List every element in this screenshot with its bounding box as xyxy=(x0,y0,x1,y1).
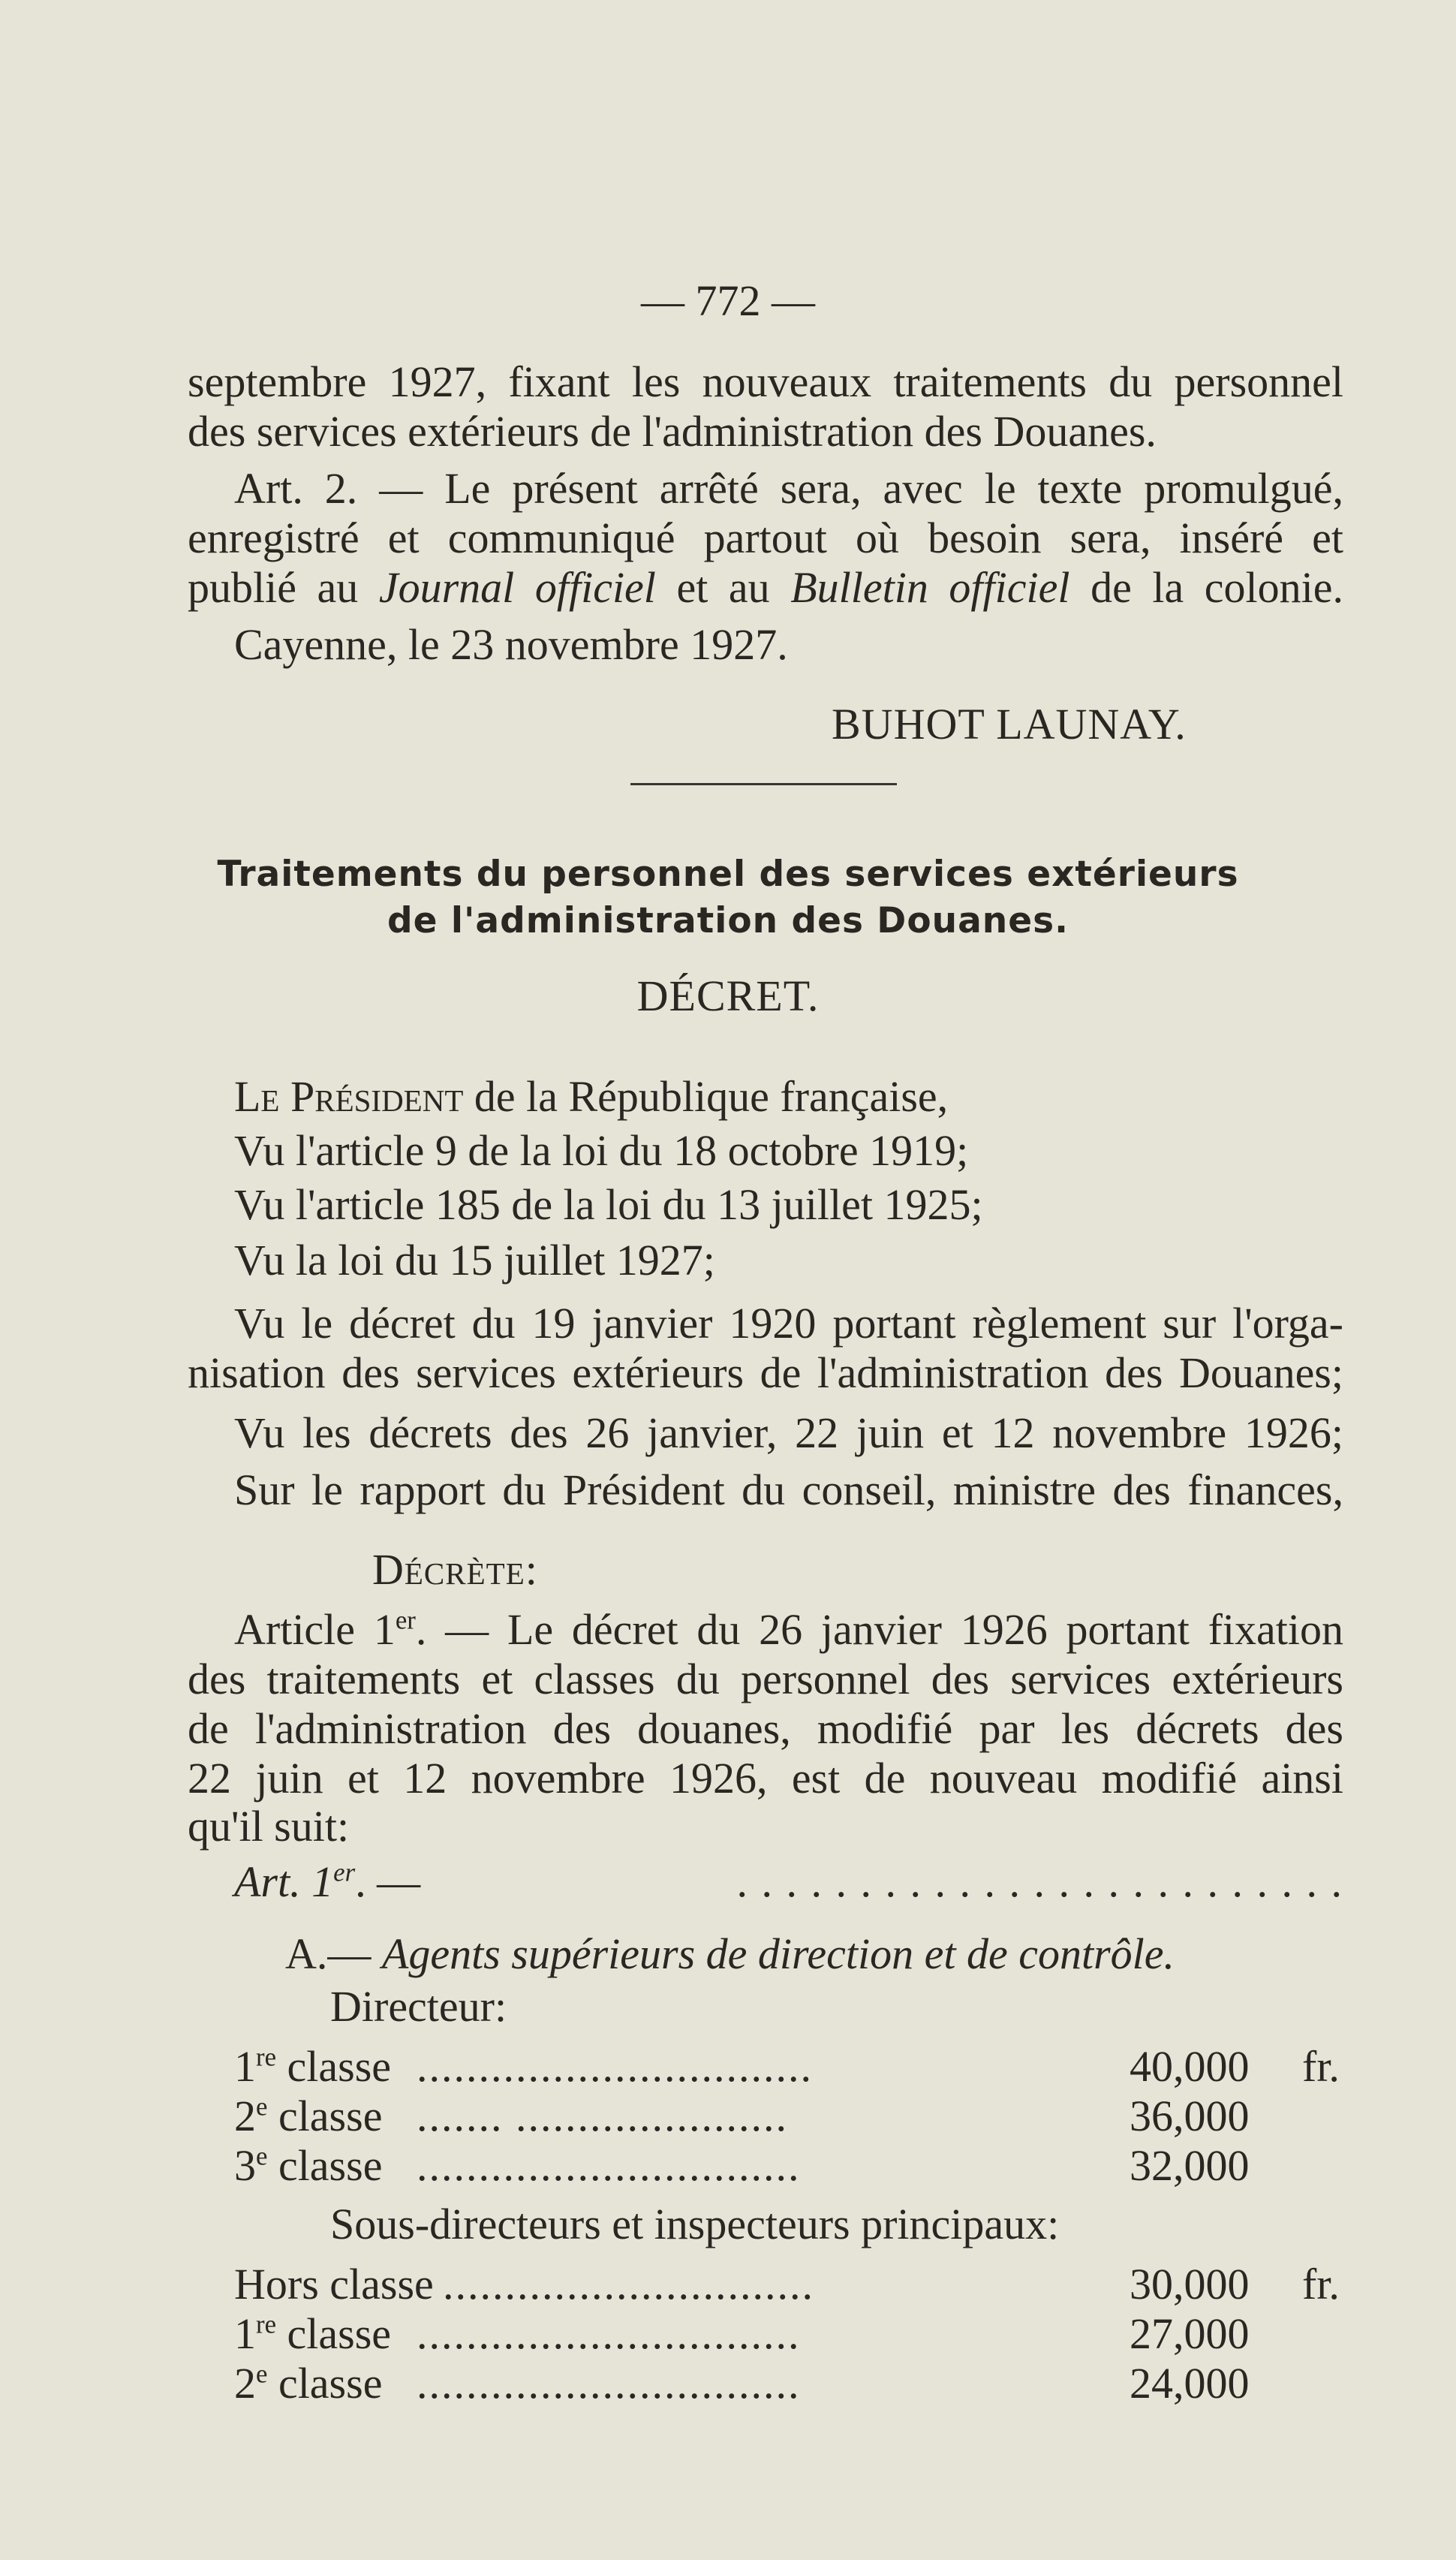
president-line: Le Président de la République française, xyxy=(234,1072,949,1121)
article-1-line: qu'il suit: xyxy=(188,1802,350,1851)
bulletin-officiel-text: Bulletin officiel xyxy=(790,563,1070,612)
visa-line: Vu le décret du 19 janvier 1920 portant règlement sur l'orga- xyxy=(234,1299,1343,1348)
journal-officiel-text: Journal officiel xyxy=(378,563,656,612)
page-number: — 772 — xyxy=(641,276,815,325)
visa-line: Vu l'article 185 de la loi du 13 juillet 1925; xyxy=(234,1180,983,1229)
leader-dots: ............................... xyxy=(417,2141,801,2190)
schedule-row: 2e classe xyxy=(234,2359,383,2408)
visa-line: Vu les décrets des 26 janvier, 22 juin et 12 novembre 1926; xyxy=(234,1408,1343,1457)
sous-directeurs-label: Sous-directeurs et inspecteurs principaux: xyxy=(330,2200,1060,2248)
visa-line: Vu la loi du 15 juillet 1927; xyxy=(234,1236,715,1285)
article-2-line: enregistré et communiqué partout où besoin sera, inséré et xyxy=(188,514,1343,562)
section-title: Traitements du personnel des services extérieurs xyxy=(217,854,1239,895)
amount: 24,000 xyxy=(1130,2359,1250,2408)
leader-dots: ................................ xyxy=(417,2042,813,2091)
schedule-row: 1re classe xyxy=(234,2042,392,2091)
decret-heading: DÉCRET. xyxy=(636,971,820,1020)
leader-dots: ............................... xyxy=(417,2359,801,2408)
article-1-line: 22 juin et 12 novembre 1926, est de nouveau modifié ainsi xyxy=(188,1754,1343,1803)
rapport-line: Sur le rapport du Président du conseil, ministre des finances, xyxy=(234,1465,1343,1514)
directeur-label: Directeur: xyxy=(330,1982,507,2031)
amount-unit: fr. xyxy=(1302,2042,1340,2091)
amount: 40,000 xyxy=(1130,2042,1250,2091)
leader-dots: ....... ...................... xyxy=(417,2092,788,2140)
amount: 32,000 xyxy=(1130,2141,1250,2190)
article-2-line: Art. 2. — Le présent arrêté sera, avec le texte promulgué, xyxy=(234,464,1343,513)
group-title: A.— Agents supérieurs de direction et de contrôle. xyxy=(285,1929,1175,1978)
schedule-row: Hors classe xyxy=(234,2260,434,2309)
amount: 30,000 xyxy=(1130,2260,1250,2309)
date-line: Cayenne, le 23 novembre 1927. xyxy=(234,620,788,669)
amount: 27,000 xyxy=(1130,2309,1250,2358)
leader-dots: .............................. xyxy=(443,2260,814,2309)
leader-dots: ............................... xyxy=(417,2309,801,2358)
schedule-row: 1re classe xyxy=(234,2309,392,2358)
amount: 36,000 xyxy=(1130,2092,1250,2140)
schedule-row: 2e classe xyxy=(234,2092,383,2140)
intro-line: septembre 1927, fixant les nouveaux traitements du personnel xyxy=(188,357,1343,406)
art-1-leader-dots: . . . . . . . . . . . . . . . . . . . . . . . . . xyxy=(736,1857,1343,1906)
signature: BUHOT LAUNAY. xyxy=(832,700,1187,748)
article-1-line: de l'administration des douanes, modifié par les décrets des xyxy=(188,1704,1343,1753)
article-2-line: publié au Journal officiel et au Bulletin officiel de la colonie. xyxy=(188,563,1344,612)
separator-rule xyxy=(630,783,897,785)
intro-line: des services extérieurs de l'administration des Douanes. xyxy=(188,407,1157,456)
schedule-row: 3e classe xyxy=(234,2141,383,2190)
art-1-heading: Art. 1er. — xyxy=(234,1857,421,1906)
visa-line: nisation des services extérieurs de l'administration des Douanes; xyxy=(188,1348,1343,1397)
article-1-line: des traitements et classes du personnel des services extérieurs xyxy=(188,1655,1343,1703)
visa-line: Vu l'article 9 de la loi du 18 octobre 1919; xyxy=(234,1126,969,1175)
section-title: de l'administration des Douanes. xyxy=(387,900,1069,941)
article-1-line: Article 1er. — Le décret du 26 janvier 1926 portant fixation xyxy=(234,1605,1344,1654)
amount-unit: fr. xyxy=(1302,2260,1340,2309)
decrete-heading: Décrète: xyxy=(372,1545,538,1594)
